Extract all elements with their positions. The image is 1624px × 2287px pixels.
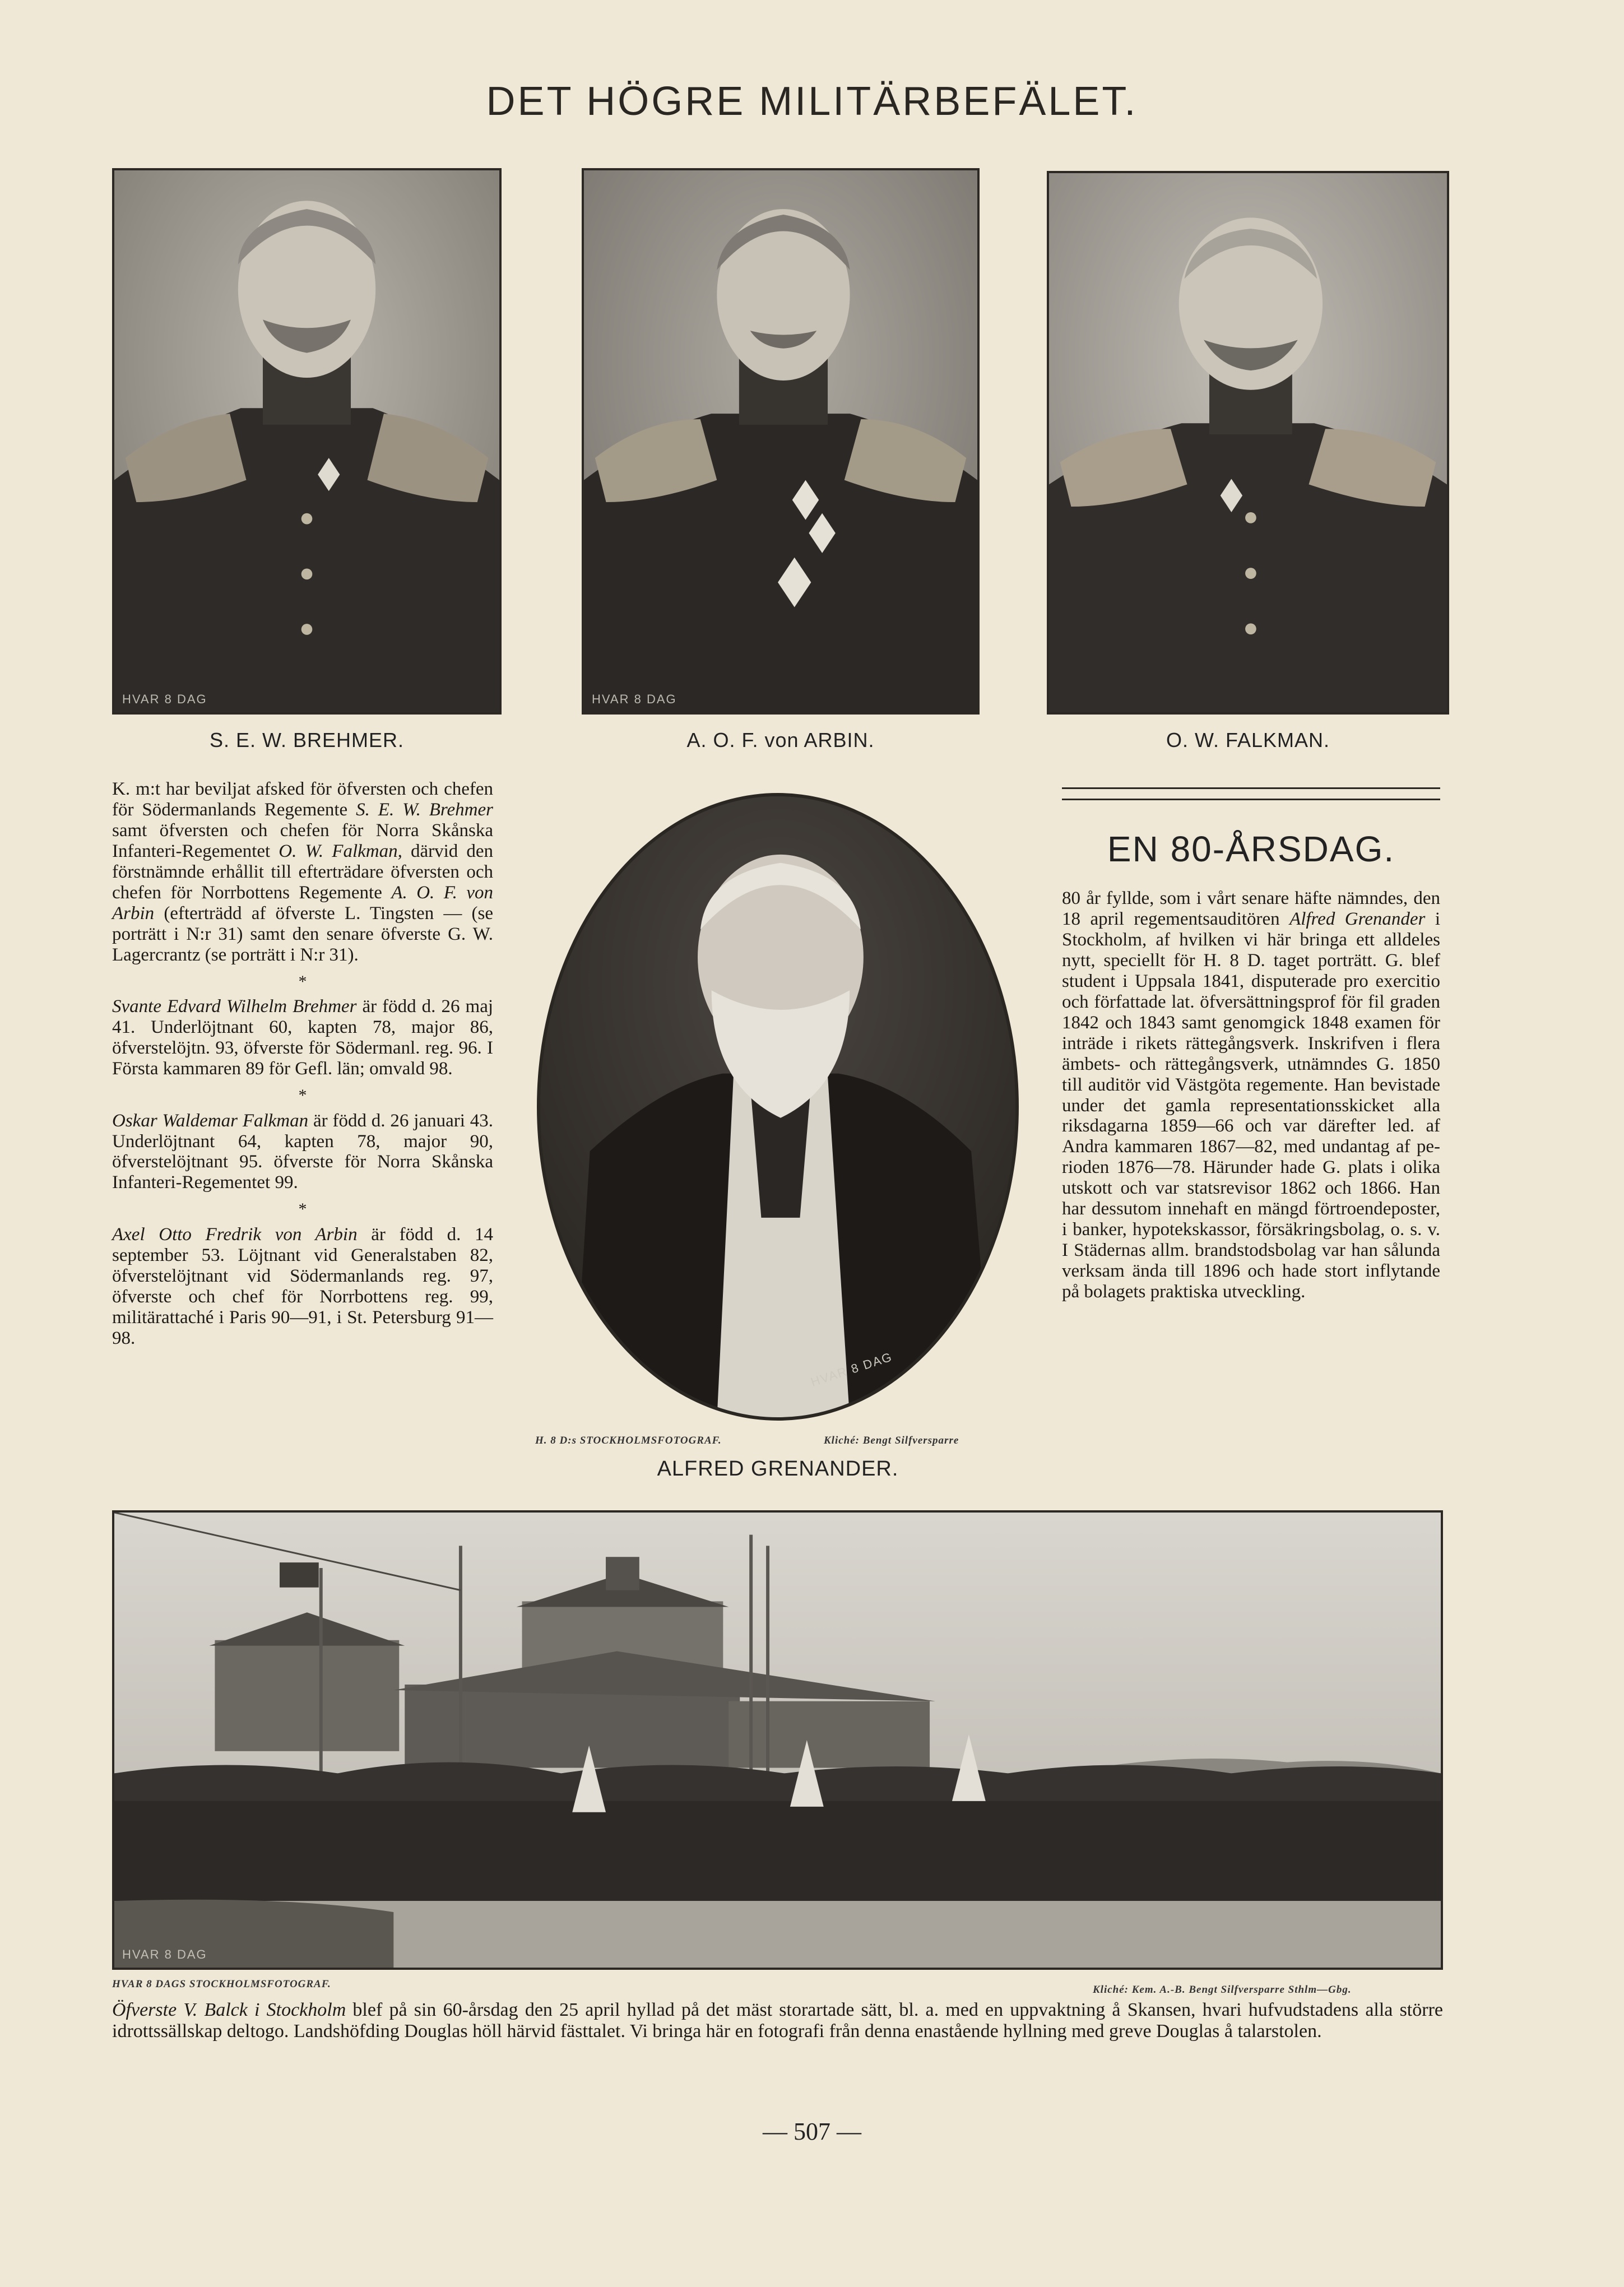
portrait-brehmer-image bbox=[114, 170, 499, 712]
intro-paragraph: K. m:t har beviljat afsked för öfversten och chefen för Södermanlands Regemente S. E. W. Brehmer samt öfversten och chefen för Norra Skånska Infanteri-Regementet O. W. Falkman, därvid den förstnämnde erhållit till efterträdare öfversten och chefen för Norrbottens Regemente A. O. F. von Arbin (efterträdd af öfverste L. Tingsten — (se porträtt i N:r 31) samt den senare öfverste G. W. Lagercrantz (se porträtt i N:r 31). bbox=[112, 779, 493, 965]
skansen-scene-image bbox=[114, 1513, 1441, 1968]
photo-watermark: HVAR 8 DAG bbox=[122, 692, 207, 706]
separator-star: * bbox=[298, 1200, 307, 1219]
bio-brehmer: Svante Edvard Wilhelm Brehmer är född d. 26 maj 41. Underlöjtnant 60, kapten 78, major 86, öfverstelöjtn. 93, öfverste för Södermanl. reg. 96. I Första kammaren 89 för Gefl. län; omvald 98. bbox=[112, 996, 494, 1079]
portrait-arbin-image bbox=[584, 170, 977, 712]
page-number: — 507 — bbox=[763, 2118, 861, 2145]
left-column bbox=[112, 779, 493, 1349]
bio-falkman: Oskar Waldemar Falkman är född d. 26 januari 43. Underlöjtnant 64, kapten 78, major 90, öfverstelöjtnant 95. öfverste för Norra Skånska Infanteri-Regementet 99. bbox=[112, 1110, 493, 1193]
photo-credit-right: Kliché: Bengt Silfversparre bbox=[824, 1435, 959, 1446]
photo-watermark: HVAR 8 DAG bbox=[809, 1349, 894, 1389]
separator-star: * bbox=[298, 1085, 307, 1105]
bottom-photo-credit-left: HVAR 8 DAGS STOCKHOLMSFOTOGRAF. bbox=[112, 1978, 331, 1990]
photo-credit-left: H. 8 D:s STOCKHOLMSFOTOGRAF. bbox=[535, 1435, 722, 1446]
grenander-oval-portrait bbox=[537, 793, 1019, 1421]
top-rule-1 bbox=[1062, 787, 1440, 789]
portrait-brehmer bbox=[112, 168, 502, 715]
separator-star: * bbox=[298, 972, 307, 991]
caption-grenander: ALFRED GRENANDER. bbox=[657, 1457, 899, 1481]
caption-arbin: A. O. F. von ARBIN. bbox=[686, 729, 875, 751]
article-heading: EN 80-ÅRSDAG. bbox=[1107, 829, 1395, 869]
skansen-celebration-photo bbox=[112, 1510, 1443, 1970]
photo-watermark: HVAR 8 DAG bbox=[122, 1947, 207, 1961]
portrait-falkman-image bbox=[1049, 173, 1447, 712]
bottom-photo-credit-right: Kliché: Kem. A.-B. Bengt Silfversparre Sthlm—Gbg. bbox=[1093, 1984, 1352, 1996]
right-column bbox=[1062, 888, 1440, 1302]
top-rule-2 bbox=[1062, 799, 1440, 800]
portrait-falkman bbox=[1047, 171, 1449, 715]
portrait-arbin bbox=[582, 168, 980, 715]
grenander-portrait-image bbox=[540, 796, 1015, 1417]
bio-arbin: Axel Otto Fredrik von Arbin är född d. 14 september 53. Löjtnant vid Generalstaben 82, öfverstelöjtnant vid Södermanlands reg. 97, öfverste och chef för Norrbottens reg. 99, militärattaché i Paris 90—91, i St. Petersburg 91—98. bbox=[112, 1224, 493, 1348]
caption-falkman: O. W. FALKMAN. bbox=[1166, 729, 1330, 751]
caption-brehmer: S. E. W. BREHMER. bbox=[209, 729, 405, 751]
grenander-article: 80 år fyllde, som i vårt senare häfte nämndes, den 18 april regementsauditören Alfred Grenander i Stockholm, af hvilken vi här bringa ett alldeles nytt, speciellt för H. 8 D. taget porträtt. G. blef student i Uppsala 1841, disputerade pro exercitio och författade lat. öfversättningsprof för fil graden 1842 och 1843 samt genomgick 1848 examen för inträde i rikets rättegångsverk. Inskrifven i flera ämbets- och rättegångsverk, utnämndes G. 1850 till auditör vid Västgöta regemente. Han bevistade under det gamla representationsskicket alla riksdagarna 1859—66 och var därefter led. af Andra kammaren 1867—82, med undantag af perioden 1876—78. Härunder hade G. plats i olika utskott och var statsrevisor 1862 och 1866. Han har dessutom innehaft en mängd förtroendeposter, i banker, hypotekskassor, försäkringsbolag, o. s. v. I Städernas allm. brandstodsbolag var han sålunda verksam ända till 1896 och hade stort inflytande på bolagets praktiska utveckling. bbox=[1062, 888, 1440, 1302]
bottom-caption: Öfverste V. Balck i Stockholm blef på sin 60-årsdag den 25 april hyllad på det mäst storartade sätt, bl. a. med en uppvaktning å Skansen, hvari hufvudstadens alla större idrottssällskap deltogo. Landshöfding Douglas höll härvid fästtalet. Vi bringa här en fotografi från denna enastående hyllning med greve Douglas å talarstolen. bbox=[112, 2000, 1443, 2042]
page-title: DET HÖGRE MILITÄRBEFÄLET. bbox=[486, 79, 1138, 124]
photo-watermark: HVAR 8 DAG bbox=[592, 692, 677, 706]
